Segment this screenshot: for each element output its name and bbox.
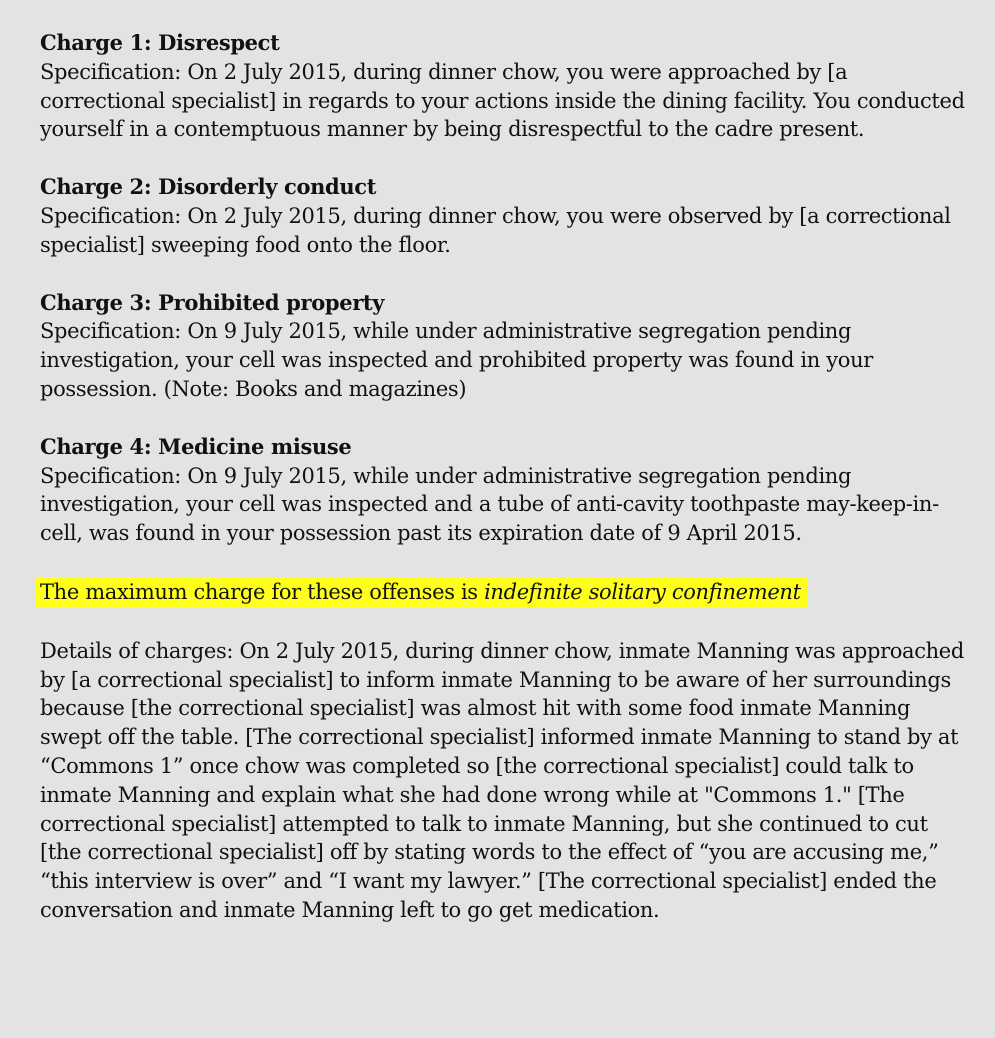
charge-4-title: Charge 4: Medicine misuse (40, 433, 352, 459)
charge-1-specification: Specification: On 2 July 2015, during dinner chow, you were approached by [a correctional specialist] in regards to your actions inside the dining facility. You conducted yourself in a contemptuous manner by being disrespectful to the cadre present. (40, 59, 965, 142)
charge-3 (40, 289, 970, 404)
charge-details: Details of charges: On 2 July 2015, during dinner chow, inmate Manning was approached by [a correctional specialist] to inform inmate Manning to be aware of her surroundings because [the correctional specialist] was almost hit with some food inmate Manning swept off the table. [The correctional specialist] informed inmate Manning to stand by at “Commons 1” once chow was completed so [the correctional specialist] could talk to inmate Manning and explain what she had done wrong while at "Commons 1." [The correctional specialist] attempted to talk to inmate Manning, but she continued to cut [the correctional specialist] off by stating words to the effect of “you are accusing me,” “this interview is over” and “I want my lawyer.” [The correctional specialist] ended the conversation and inmate Manning left to go get medication. (40, 638, 964, 922)
charge-3-specification: Specification: On 9 July 2015, while under administrative segregation pending investigation, your cell was inspected and prohibited property was found in your possession. (Note: Books and magazines) (40, 319, 873, 401)
charge-3-title: Charge 3: Prohibited property (40, 289, 385, 315)
charge-2-specification: Specification: On 2 July 2015, during dinner chow, you were observed by [a correctional specialist] sweeping food onto the floor. (40, 203, 951, 257)
charge-4 (40, 433, 970, 548)
max-charge-callout (36, 577, 970, 608)
charge-4-specification: Specification: On 9 July 2015, while under administrative segregation pending investigation, your cell was inspected and a tube of anti-cavity toothpaste may-keep-in-cell, was found in your possession past its expiration date of 9 April 2015. (40, 463, 939, 546)
max-charge-emphasis: indefinite solitary confinement (484, 579, 801, 604)
charge-1-title: Charge 1: Disrespect (40, 30, 280, 55)
charge-2 (40, 173, 970, 259)
document-body (40, 29, 970, 925)
charge-1 (40, 29, 970, 144)
charge-2-title: Charge 2: Disorderly conduct (40, 174, 377, 200)
max-charge-text: The maximum charge for these offenses is (40, 579, 485, 604)
max-charge-highlight (36, 577, 807, 608)
